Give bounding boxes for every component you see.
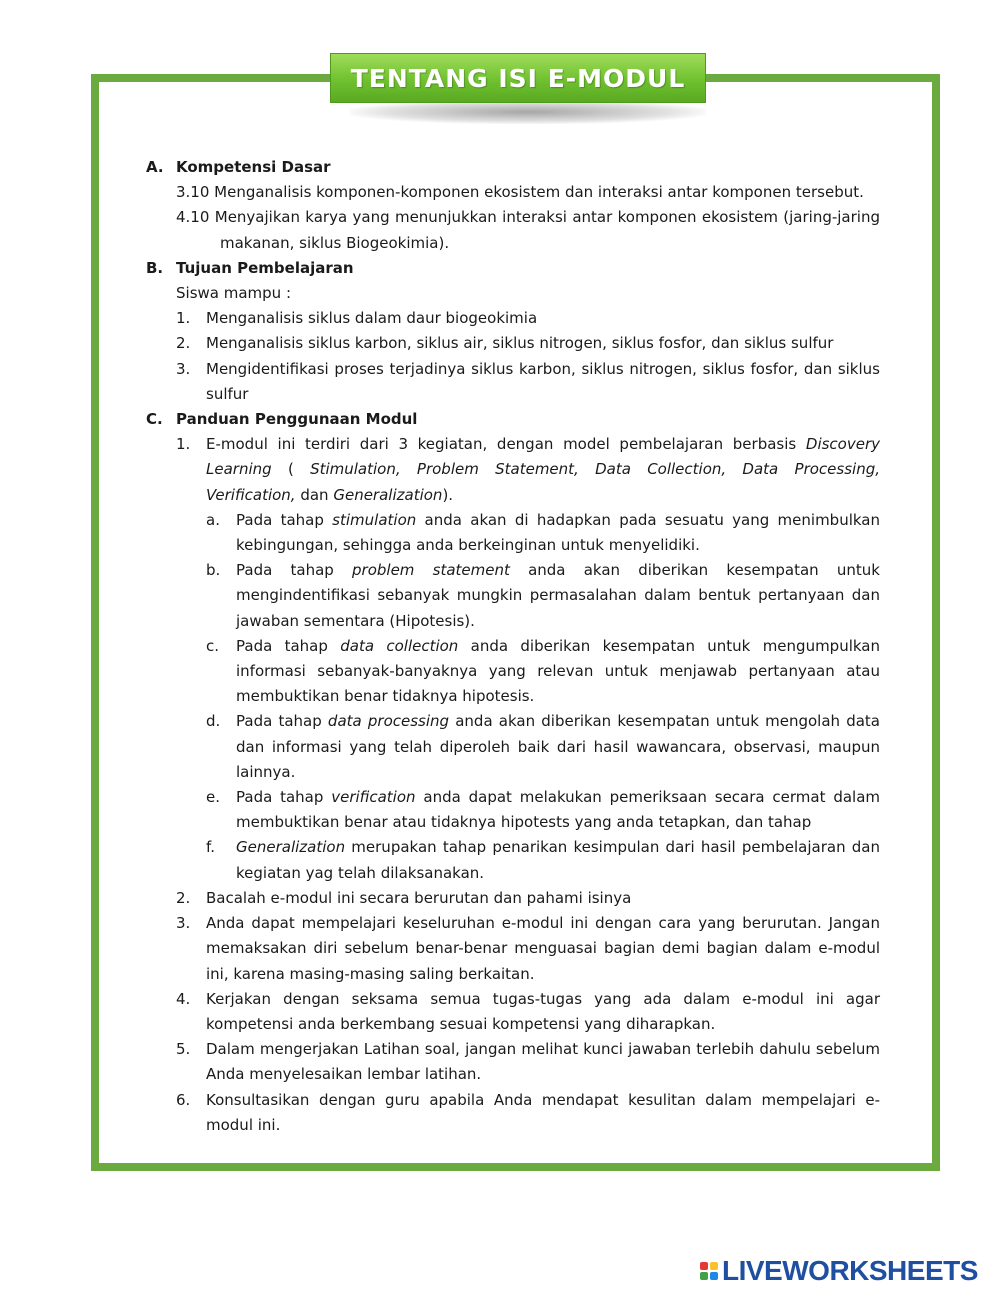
list-item <box>206 508 880 558</box>
item-text: Pada tahap stimulation anda akan di hadapkan pada sesuatu yang menimbulkan kebingungan, sehingga anda berkeinginan untuk menyelidiki. <box>236 510 881 555</box>
item-number: 1. <box>176 309 191 328</box>
list-item <box>176 911 880 987</box>
item-text: Pada tahap problem statement anda akan diberikan kesempatan untuk mengindentifikasi sebanyak mungkin permasalahan dalam bentuk pertanyaan dan jawaban sementara (Hipotesis). <box>236 561 880 630</box>
item-letter: b. <box>206 561 221 580</box>
item-number: 2. <box>176 888 191 907</box>
item-text: Pada tahap data collection anda diberikan kesempatan untuk mengumpulkan informasi sebanyak-banyaknya yang relevan untuk menjawab pertanyaan atau membuktikan benar tidaknya hipotesis. <box>236 636 881 706</box>
list-item <box>176 357 880 407</box>
list-item <box>206 709 880 785</box>
section-letter: B. <box>146 258 164 277</box>
kompetensi-list <box>146 180 880 256</box>
section-title: Kompetensi Dasar <box>176 158 331 176</box>
item-text: Menganalisis siklus dalam daur biogeokimia <box>206 309 538 328</box>
list-item <box>206 558 880 634</box>
section-c-heading <box>146 407 880 432</box>
list-item <box>206 634 880 710</box>
list-item <box>176 1037 880 1087</box>
item-letter: e. <box>206 788 220 807</box>
section-letter: A. <box>146 158 164 176</box>
item-text: Menganalisis siklus karbon, siklus air, siklus nitrogen, siklus fosfor, dan siklus sulfur <box>206 334 834 353</box>
list-item <box>176 432 880 508</box>
item-text: Anda dapat mempelajari keseluruhan e-modul ini dengan cara yang berurutan. Jangan memaksakan diri sebelum benar-benar menguasai bagian demi bagian dalam e-modul ini, karena masing-masing saling berkaitan. <box>206 914 880 983</box>
tujuan-intro: Siswa mampu : <box>176 284 291 303</box>
item-number: 1. <box>176 435 191 454</box>
item-letter: d. <box>206 712 221 731</box>
item-number: 2. <box>176 334 191 353</box>
page-title: TENTANG ISI E-MODUL <box>330 53 706 103</box>
liveworksheets-logo[interactable] <box>700 1255 978 1287</box>
model-steps: Stimulation, Problem Statement, Data Collection, Data Processing, Verification, <box>206 460 880 504</box>
list-item <box>176 886 880 911</box>
list-item <box>176 987 880 1037</box>
list-item <box>176 331 880 356</box>
panduan-list-continued <box>146 886 880 1138</box>
section-title: Tujuan Pembelajaran <box>176 258 354 277</box>
item-text: E-modul ini terdiri dari 3 kegiatan, dengan model pembelajaran berbasis Discovery Learning ( Stimulation, Problem Statement, Data Collection, Data Processing, Verification, dan Generalization). <box>206 435 880 504</box>
document-body <box>146 155 880 1138</box>
item-text: Generalization merupakan tahap penarikan kesimpulan dari hasil pembelajaran dan kegiatan yag telah dilaksanakan. <box>236 838 880 882</box>
item-number: 3. <box>176 359 191 378</box>
item-text: Pada tahap verification anda dapat melakukan pemeriksaan secara cermat dalam membuktikan benar atau tidaknya hipotests yang anda tetapkan, dan tahap <box>236 788 881 832</box>
section-letter: C. <box>146 410 163 429</box>
list-item <box>176 306 880 331</box>
item-text: Konsultasikan dengan guru apabila Anda mendapat kesulitan dalam mempelajari e-modul ini. <box>206 1090 880 1134</box>
model-last-step: Generalization <box>333 485 443 504</box>
list-item <box>206 835 880 885</box>
model-name: Discovery Learning <box>206 435 880 479</box>
kd-item: 3.10 Menganalisis komponen-komponen ekosistem dan interaksi antar komponen tersebut. <box>176 183 864 202</box>
item-text: Kerjakan dengan seksama semua tugas-tugas yang ada dalam e-modul ini agar kompetensi anda berkembang sesuai kompetensi yang diharapkan. <box>206 989 880 1033</box>
item-letter: a. <box>206 510 220 529</box>
tujuan-list <box>146 306 880 407</box>
item-number: 5. <box>176 1040 191 1059</box>
item-number: 3. <box>176 914 191 933</box>
panduan-list <box>146 432 880 508</box>
section-b-heading <box>146 256 880 281</box>
kd-item: 4.10 Menyajikan karya yang menunjukkan interaksi antar komponen ekosistem (jaring-jaring makanan, siklus Biogeokimia). <box>176 208 880 252</box>
section-title: Panduan Penggunaan Modul <box>176 410 418 429</box>
item-letter: f. <box>206 838 215 857</box>
item-text: Bacalah e-modul ini secara berurutan dan pahami isinya <box>206 888 632 907</box>
item-text: Dalam mengerjakan Latihan soal, jangan melihat kunci jawaban terlebih dahulu sebelum Anda menyelesaikan lembar latihan. <box>206 1040 880 1084</box>
item-text: Mengidentifikasi proses terjadinya siklus karbon, siklus nitrogen, siklus fosfor, dan siklus sulfur <box>206 359 880 403</box>
tahap-list <box>146 508 880 886</box>
title-shadow <box>350 100 706 124</box>
item-number: 4. <box>176 989 191 1008</box>
list-item <box>206 785 880 835</box>
item-letter: c. <box>206 636 220 655</box>
logo-text: LIVEWORKSHEETS <box>722 1255 978 1286</box>
item-number: 6. <box>176 1090 191 1109</box>
section-a-heading <box>146 155 880 180</box>
item-text: Pada tahap data processing anda akan diberikan kesempatan untuk mengolah data dan informasi yang telah diperoleh baik dari hasil wawancara, observasi, maupun lainnya. <box>236 712 880 781</box>
list-item <box>176 1088 880 1138</box>
logo-grid-icon <box>700 1262 718 1280</box>
